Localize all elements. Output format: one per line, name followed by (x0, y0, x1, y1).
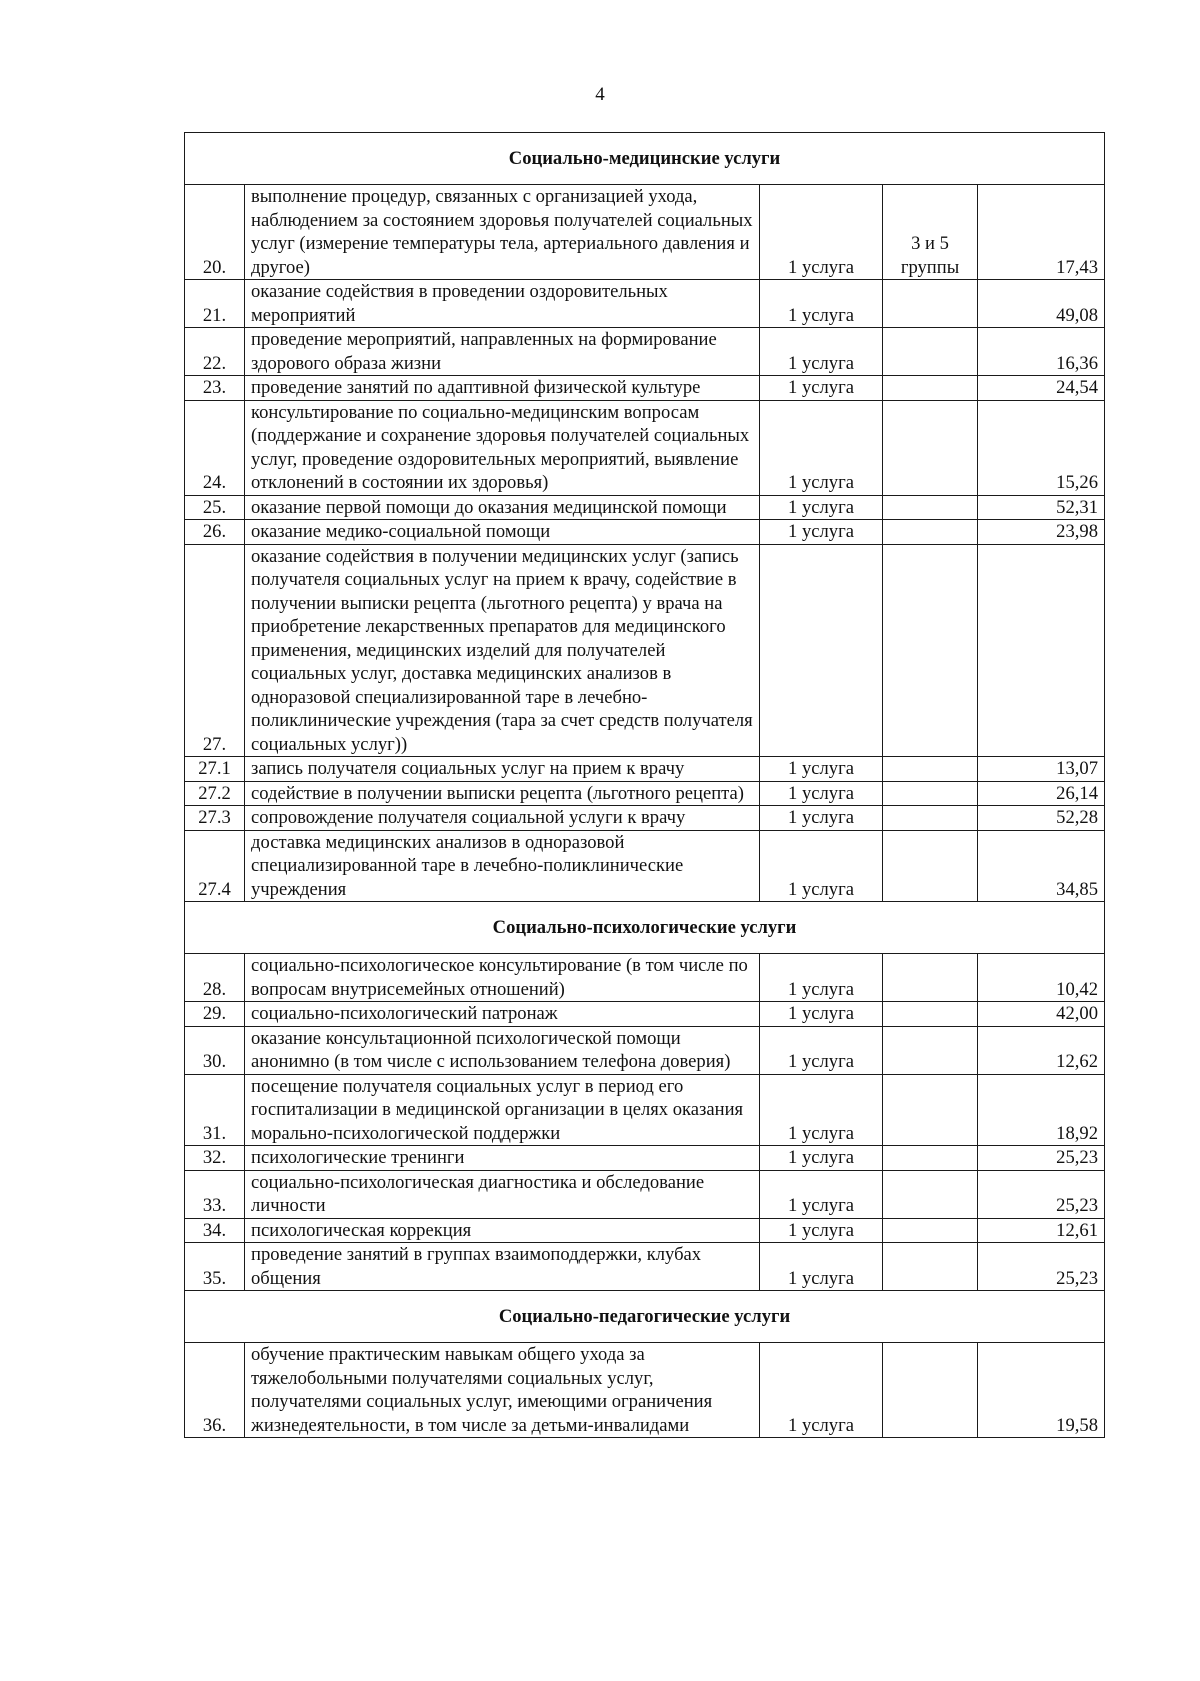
tariff-price: 24,54 (978, 376, 1105, 401)
unit-of-measure: 1 услуга (760, 520, 883, 545)
unit-of-measure: 1 услуга (760, 1026, 883, 1074)
recipient-group (883, 1026, 978, 1074)
row-number: 26. (185, 520, 245, 545)
service-name: социально-психологическое консультирование (в том числе по вопросам внутрисемейных отношений) (245, 954, 760, 1002)
tariff-price: 16,36 (978, 328, 1105, 376)
table-row (185, 830, 1105, 902)
tariff-price: 42,00 (978, 1002, 1105, 1027)
row-number: 27.4 (185, 830, 245, 902)
unit-of-measure: 1 услуга (760, 400, 883, 495)
table-row (185, 781, 1105, 806)
unit-of-measure: 1 услуга (760, 757, 883, 782)
table-row (185, 757, 1105, 782)
section-title: Социально-педагогические услуги (185, 1291, 1105, 1343)
recipient-group (883, 830, 978, 902)
unit-of-measure: 1 услуга (760, 1218, 883, 1243)
table-row (185, 1146, 1105, 1171)
row-number: 22. (185, 328, 245, 376)
table-row (185, 1218, 1105, 1243)
recipient-group (883, 328, 978, 376)
row-number: 27.1 (185, 757, 245, 782)
row-number: 36. (185, 1343, 245, 1438)
section-header-row (185, 1291, 1105, 1343)
service-name: сопровождение получателя социальной услуги к врачу (245, 806, 760, 831)
tariff-price: 10,42 (978, 954, 1105, 1002)
service-name: обучение практическим навыкам общего ухода за тяжелобольными получателями социальных услуг, получателями социальных услуг, имеющими ограничения жизнедеятельности, в том числе за детьми-инвалидами (245, 1343, 760, 1438)
row-number: 32. (185, 1146, 245, 1171)
row-number: 24. (185, 400, 245, 495)
service-name: оказание первой помощи до оказания медицинской помощи (245, 495, 760, 520)
table-row (185, 1026, 1105, 1074)
tariff-price: 49,08 (978, 280, 1105, 328)
recipient-group (883, 544, 978, 757)
row-number: 28. (185, 954, 245, 1002)
tariff-price: 15,26 (978, 400, 1105, 495)
unit-of-measure: 1 услуга (760, 495, 883, 520)
row-number: 25. (185, 495, 245, 520)
unit-of-measure: 1 услуга (760, 1343, 883, 1438)
unit-of-measure: 1 услуга (760, 781, 883, 806)
table-row (185, 376, 1105, 401)
table-row (185, 280, 1105, 328)
table-row (185, 1343, 1105, 1438)
table-row (185, 185, 1105, 280)
tariff-price: 25,23 (978, 1170, 1105, 1218)
section-title: Социально-медицинские услуги (185, 133, 1105, 185)
unit-of-measure: 1 услуга (760, 280, 883, 328)
table-row (185, 495, 1105, 520)
service-name: посещение получателя социальных услуг в период его госпитализации в медицинской организации в целях оказания морально-психологической поддержки (245, 1074, 760, 1146)
service-name: психологические тренинги (245, 1146, 760, 1171)
service-name: консультирование по социально-медицинским вопросам (поддержание и сохранение здоровья получателей социальных услуг, проведение оздоровительных мероприятий, выявление отклонений в состоянии их здоровья) (245, 400, 760, 495)
unit-of-measure: 1 услуга (760, 1243, 883, 1291)
tariff-price: 34,85 (978, 830, 1105, 902)
table-row (185, 1170, 1105, 1218)
tariff-price: 52,28 (978, 806, 1105, 831)
service-name: социально-психологическая диагностика и обследование личности (245, 1170, 760, 1218)
table-row (185, 520, 1105, 545)
recipient-group (883, 280, 978, 328)
tariff-price (978, 544, 1105, 757)
tariff-price: 17,43 (978, 185, 1105, 280)
row-number: 21. (185, 280, 245, 328)
service-name: проведение мероприятий, направленных на формирование здорового образа жизни (245, 328, 760, 376)
table-body (185, 133, 1105, 1438)
unit-of-measure: 1 услуга (760, 830, 883, 902)
service-name: содействие в получении выписки рецепта (льготного рецепта) (245, 781, 760, 806)
tariff-price: 12,62 (978, 1026, 1105, 1074)
unit-of-measure: 1 услуга (760, 806, 883, 831)
unit-of-measure: 1 услуга (760, 1074, 883, 1146)
tariff-price: 13,07 (978, 757, 1105, 782)
recipient-group (883, 1170, 978, 1218)
recipient-group (883, 1218, 978, 1243)
section-header-row (185, 133, 1105, 185)
table-row (185, 1243, 1105, 1291)
row-number: 31. (185, 1074, 245, 1146)
service-name: социально-психологический патронаж (245, 1002, 760, 1027)
recipient-group (883, 806, 978, 831)
table-row (185, 1074, 1105, 1146)
table-row (185, 400, 1105, 495)
recipient-group (883, 400, 978, 495)
row-number: 35. (185, 1243, 245, 1291)
recipient-group (883, 1146, 978, 1171)
row-number: 23. (185, 376, 245, 401)
recipient-group (883, 1243, 978, 1291)
recipient-group (883, 781, 978, 806)
tariff-price: 12,61 (978, 1218, 1105, 1243)
recipient-group (883, 1343, 978, 1438)
row-number: 27.2 (185, 781, 245, 806)
unit-of-measure: 1 услуга (760, 185, 883, 280)
tariff-price: 19,58 (978, 1343, 1105, 1438)
service-name: оказание консультационной психологической помощи анонимно (в том числе с использованием телефона доверия) (245, 1026, 760, 1074)
unit-of-measure: 1 услуга (760, 1146, 883, 1171)
unit-of-measure: 1 услуга (760, 954, 883, 1002)
unit-of-measure: 1 услуга (760, 376, 883, 401)
unit-of-measure: 1 услуга (760, 328, 883, 376)
table-row (185, 954, 1105, 1002)
service-name: выполнение процедур, связанных с организацией ухода, наблюдением за состоянием здоровья получателей социальных услуг (измерение температуры тела, артериального давления и другое) (245, 185, 760, 280)
recipient-group (883, 954, 978, 1002)
service-name: оказание содействия в получении медицинских услуг (запись получателя социальных услуг на прием к врачу, содействие в получении выписки рецепта (льготного рецепта) у врача на приобретение лекарственных препаратов для медицинского применения, медицинских изделий для получателей социальных услуг, доставка медицинских анализов в одноразовой специализированной таре в лечебно-поликлинические учреждения (тара за счет средств получателя социальных услуг)) (245, 544, 760, 757)
unit-of-measure (760, 544, 883, 757)
service-name: оказание медико-социальной помощи (245, 520, 760, 545)
service-name: проведение занятий по адаптивной физической культуре (245, 376, 760, 401)
unit-of-measure: 1 услуга (760, 1170, 883, 1218)
recipient-group (883, 520, 978, 545)
table-row (185, 1002, 1105, 1027)
tariff-price: 18,92 (978, 1074, 1105, 1146)
row-number: 29. (185, 1002, 245, 1027)
section-header-row (185, 902, 1105, 954)
row-number: 34. (185, 1218, 245, 1243)
page-number: 4 (595, 84, 605, 105)
recipient-group (883, 376, 978, 401)
tariff-price: 26,14 (978, 781, 1105, 806)
tariff-price: 52,31 (978, 495, 1105, 520)
row-number: 27.3 (185, 806, 245, 831)
recipient-group (883, 1074, 978, 1146)
tariff-price: 25,23 (978, 1146, 1105, 1171)
section-title: Социально-психологические услуги (185, 902, 1105, 954)
table-row (185, 328, 1105, 376)
tariff-price: 23,98 (978, 520, 1105, 545)
service-name: запись получателя социальных услуг на прием к врачу (245, 757, 760, 782)
row-number: 27. (185, 544, 245, 757)
recipient-group (883, 1002, 978, 1027)
row-number: 30. (185, 1026, 245, 1074)
row-number: 33. (185, 1170, 245, 1218)
row-number: 20. (185, 185, 245, 280)
recipient-group: 3 и 5 группы (883, 185, 978, 280)
unit-of-measure: 1 услуга (760, 1002, 883, 1027)
table-row (185, 806, 1105, 831)
services-tariff-table (184, 132, 1105, 1438)
tariff-price: 25,23 (978, 1243, 1105, 1291)
service-name: оказание содействия в проведении оздоровительных мероприятий (245, 280, 760, 328)
service-name: доставка медицинских анализов в одноразовой специализированной таре в лечебно-поликлинические учреждения (245, 830, 760, 902)
recipient-group (883, 757, 978, 782)
service-name: проведение занятий в группах взаимоподдержки, клубах общения (245, 1243, 760, 1291)
service-name: психологическая коррекция (245, 1218, 760, 1243)
recipient-group (883, 495, 978, 520)
table-row (185, 544, 1105, 757)
